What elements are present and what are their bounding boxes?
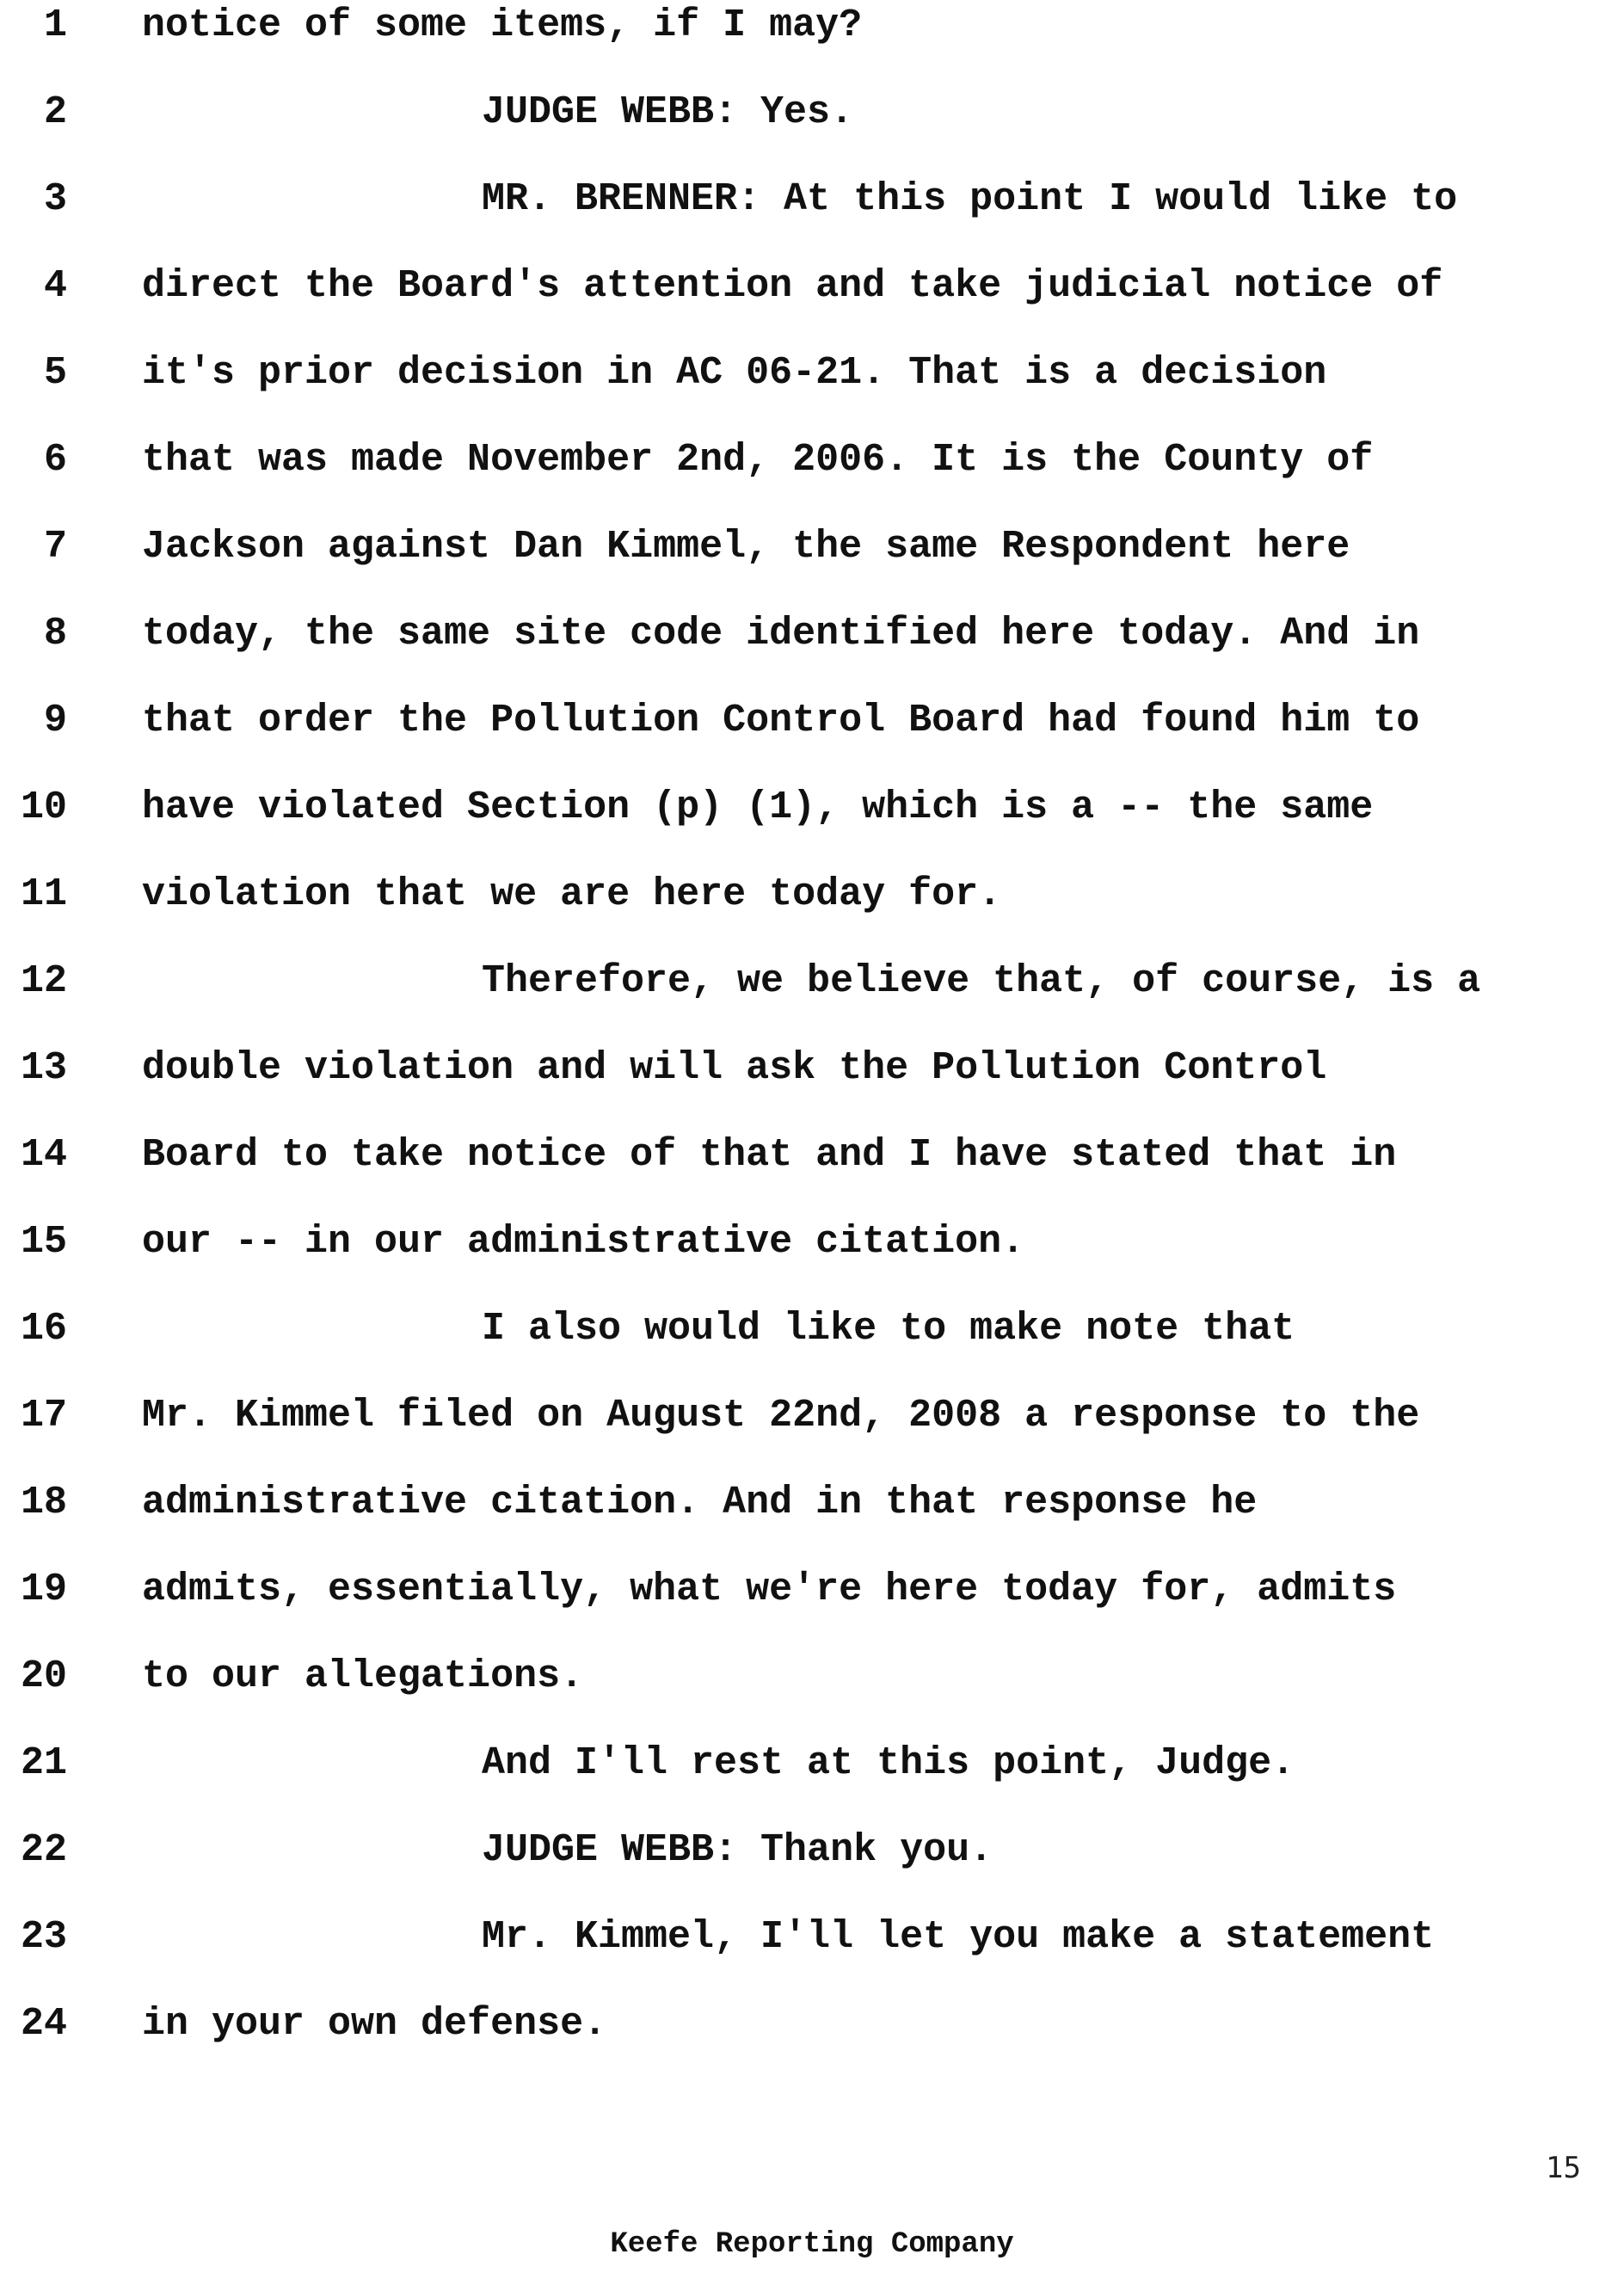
transcript-line xyxy=(0,1638,1624,1715)
line-number: 17 xyxy=(20,1394,67,1438)
transcript-line xyxy=(0,1290,1624,1368)
footer-reporter-name: Keefe Reporting Company xyxy=(610,2228,1014,2261)
line-text: Board to take notice of that and I have stated that in xyxy=(142,1133,1397,1177)
line-text: Therefore, we believe that, of course, is a xyxy=(482,959,1481,1003)
line-text: Jackson against Dan Kimmel, the same Respondent here xyxy=(142,525,1350,569)
line-number: 18 xyxy=(20,1481,67,1524)
line-text: JUDGE WEBB: Yes. xyxy=(482,90,854,134)
line-text: MR. BRENNER: At this point I would like to xyxy=(482,177,1458,221)
line-text: our -- in our administrative citation. xyxy=(142,1220,1025,1264)
line-text: have violated Section (p) (1), which is a -- the same xyxy=(142,785,1374,829)
line-text: And I'll rest at this point, Judge. xyxy=(482,1741,1295,1785)
transcript-line xyxy=(0,1377,1624,1455)
transcript-line xyxy=(0,1117,1624,1194)
line-number: 7 xyxy=(43,525,67,569)
line-text: admits, essentially, what we're here today for, admits xyxy=(142,1567,1397,1611)
line-text: it's prior decision in AC 06-21. That is a decision xyxy=(142,351,1327,395)
line-number: 12 xyxy=(20,959,67,1003)
transcript-line xyxy=(0,595,1624,673)
transcript-line xyxy=(0,1551,1624,1629)
line-number: 3 xyxy=(43,177,67,221)
line-number: 9 xyxy=(43,699,67,742)
line-number: 13 xyxy=(20,1046,67,1090)
transcript-line xyxy=(0,1725,1624,1802)
transcript-line xyxy=(0,856,1624,933)
line-number: 11 xyxy=(20,872,67,916)
line-text: Mr. Kimmel, I'll let you make a statement xyxy=(482,1915,1435,1959)
page-number: 15 xyxy=(1546,2151,1581,2185)
line-number: 10 xyxy=(20,785,67,829)
transcript-line xyxy=(0,943,1624,1020)
line-number: 23 xyxy=(20,1915,67,1959)
transcript-line xyxy=(0,508,1624,586)
line-number: 24 xyxy=(20,2002,67,2046)
line-text: violation that we are here today for. xyxy=(142,872,1002,916)
line-text: to our allegations. xyxy=(142,1654,584,1698)
line-number: 2 xyxy=(43,90,67,134)
line-text: today, the same site code identified here today. And in xyxy=(142,612,1420,656)
line-text: double violation and will ask the Pollution Control xyxy=(142,1046,1327,1090)
transcript-line xyxy=(0,161,1624,238)
line-number: 21 xyxy=(20,1741,67,1785)
transcript-line xyxy=(0,1204,1624,1281)
line-text: direct the Board's attention and take judicial notice of xyxy=(142,264,1443,308)
line-text: that order the Pollution Control Board had found him to xyxy=(142,699,1420,742)
line-number: 5 xyxy=(43,351,67,395)
line-text: notice of some items, if I may? xyxy=(142,3,863,47)
line-number: 8 xyxy=(43,612,67,656)
line-text: administrative citation. And in that response he xyxy=(142,1481,1258,1524)
line-number: 14 xyxy=(20,1133,67,1177)
line-text: JUDGE WEBB: Thank you. xyxy=(482,1828,993,1872)
transcript-line xyxy=(0,1464,1624,1542)
transcript-line xyxy=(0,422,1624,499)
line-number: 1 xyxy=(43,3,67,47)
line-number: 19 xyxy=(20,1567,67,1611)
line-number: 16 xyxy=(20,1307,67,1351)
transcript-line xyxy=(0,335,1624,412)
transcript-line xyxy=(0,682,1624,760)
line-text: in your own defense. xyxy=(142,2002,607,2046)
transcript-line xyxy=(0,0,1624,65)
line-text: that was made November 2nd, 2006. It is the County of xyxy=(142,438,1374,482)
line-number: 20 xyxy=(20,1654,67,1698)
transcript-line xyxy=(0,1899,1624,1976)
line-text: I also would like to make note that xyxy=(482,1307,1295,1351)
transcript-line xyxy=(0,1812,1624,1889)
line-text: Mr. Kimmel filed on August 22nd, 2008 a response to the xyxy=(142,1394,1420,1438)
line-number: 15 xyxy=(20,1220,67,1264)
transcript-line xyxy=(0,248,1624,325)
transcript-line xyxy=(0,769,1624,847)
line-number: 6 xyxy=(43,438,67,482)
line-number: 4 xyxy=(43,264,67,308)
transcript-line xyxy=(0,1986,1624,2063)
transcript-line xyxy=(0,1030,1624,1107)
line-number: 22 xyxy=(20,1828,67,1872)
transcript-line xyxy=(0,74,1624,151)
